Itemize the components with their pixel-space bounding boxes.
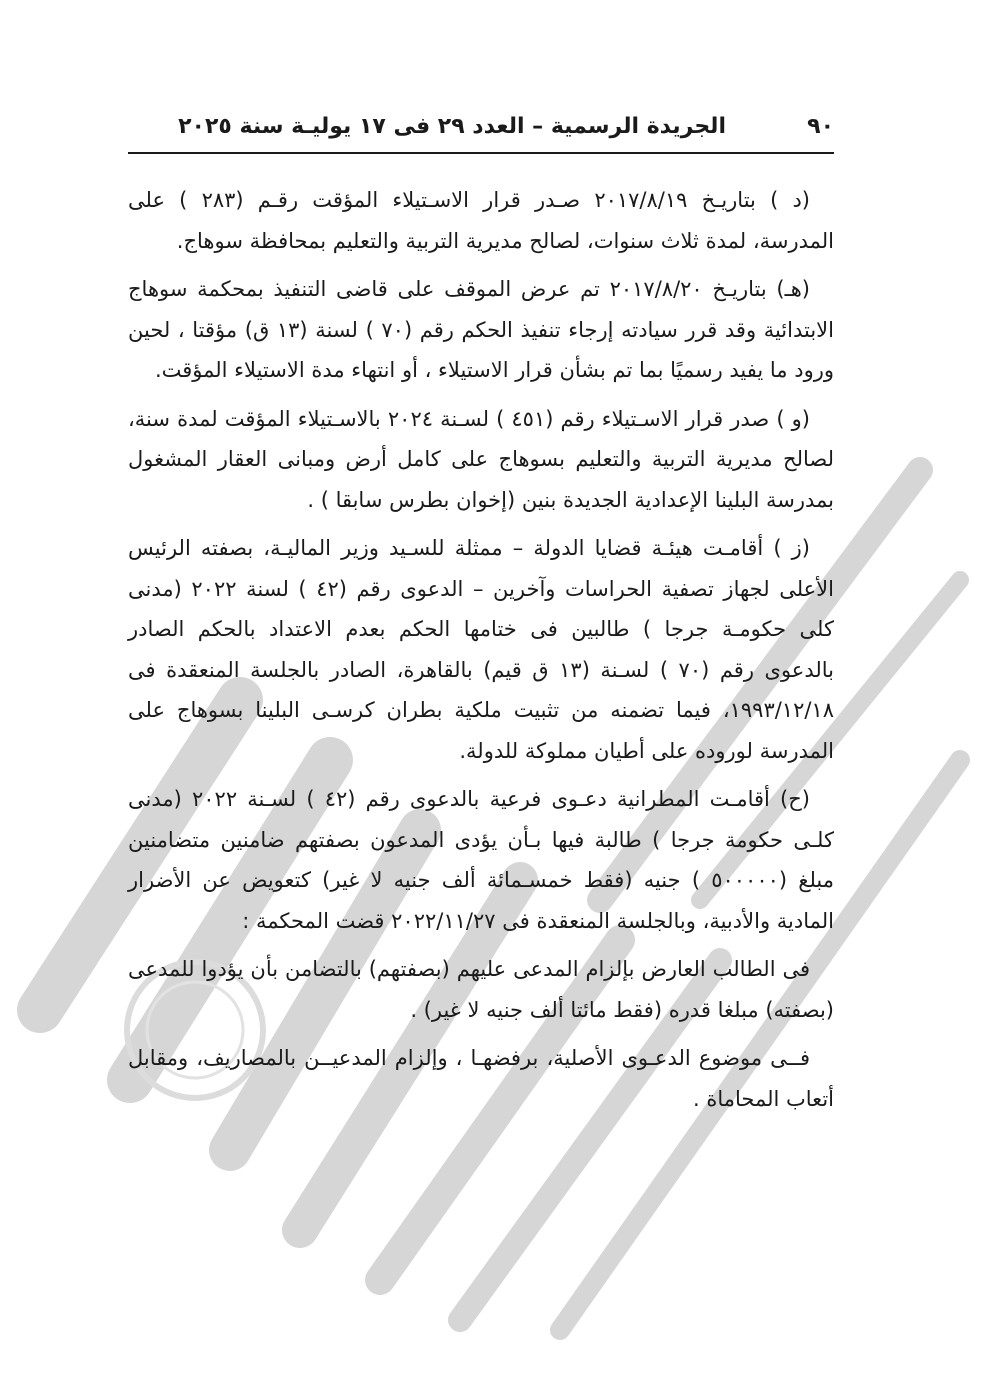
header-rule [128,152,834,154]
paragraph-ruling-original: فــى موضوع الدعـوى الأصلية، برفضهـا ، وإلزام المدعيــن بالمصاريف، ومقابل أتعاب المحاماة . [128,1046,834,1111]
page-header [128,108,834,148]
page-number: ٩٠ [807,114,834,139]
paragraph-h: (هـ) بتاريـخ ٢٠١٧/٨/٢٠ تم عرض الموقف على قاضى التنفيذ بمحكمة سوهاج الابتدائية وقد قرر سيادته إرجاء تنفيذ الحكم رقم (٧٠ ) لسنة (١٣ ق) مؤقتا ، لحين ورود ما يفيد رسميًا بما تم بشأن قرار الاستيلاء ، أو انتهاء مدة الاستيلاء المؤقت. [128,277,834,382]
paragraph-ruling-counterclaim: فى الطالب العارض بإلزام المدعى عليهم (بصفتهم) بالتضامن بأن يؤدوا للمدعى (بصفته) مبلغا قدره (فقط مائتا ألف جنيه لا غير) . [128,957,834,1022]
paragraph-w: (و ) صدر قرار الاسـتيلاء رقم (٤٥١ ) لسـنة ٢٠٢٤ بالاسـتيلاء المؤقت لمدة سنة، لصالح مديرية التربية والتعليم بسوهاج على كامل أرض ومبانى العقار المشغول بمدرسة البلينا الإعدادية الجديدة بنين (إخوان بطرس سابقا ) . [128,406,834,512]
paragraph-ha: (ح) أقامـت المطرانية دعـوى فرعية بالدعوى رقم (٤٢ ) لسـنة ٢٠٢٢ (مدنى كلـى حكومة جرجا ) طالبة فيها بـأن يؤدى المدعون بصفتهم ضامنين متضامنين مبلغ (٥٠٠٠٠٠ ) جنيه (فقط خمسـمائة ألف جنيه لا غير) كتعويض عن الأضرار المادية والأدبية، وبالجلسة المنعقدة فى ٢٠٢٢/١١/٢٧ قضت المحكمة : [128,787,834,933]
paragraph-z: (ز ) أقامـت هيئـة قضايا الدولة – ممثلة للسـيد وزير الماليـة، بصفته الرئيس الأعلى لجهاز تصفية الحراسات وآخرين – الدعوى رقم (٤٢ ) لسنة ٢٠٢٢ (مدنى كلى حكومـة جرجا ) طالبين فى ختامها الحكم بعدم الاعتداد بالحكم الصادر بالدعوى رقم (٧٠ ) لسـنة (١٣ ق قيم) بالقاهرة، الصادر بالجلسة المنعقدة فى ١٩٩٣/١٢/١٨، فيما تضمنه من تثبيت ملكية بطران كرسـى البلينا بسوهاج على المدرسة لوروده على أطيان مملوكة للدولة. [128,536,834,763]
document-body [128,180,834,1127]
running-title: الجريدة الرسمية – العدد ٢٩ فى ١٧ يوليـة سنة ٢٠٢٥ [178,114,726,139]
paragraph-d: (د ) بتاريـخ ٢٠١٧/٨/١٩ صـدر قرار الاسـتيلاء المؤقت رقـم (٢٨٣ ) على المدرسة، لمدة ثلاث سنوات، لصالح مديرية التربية والتعليم بمحافظة سوهاج. [128,188,834,253]
